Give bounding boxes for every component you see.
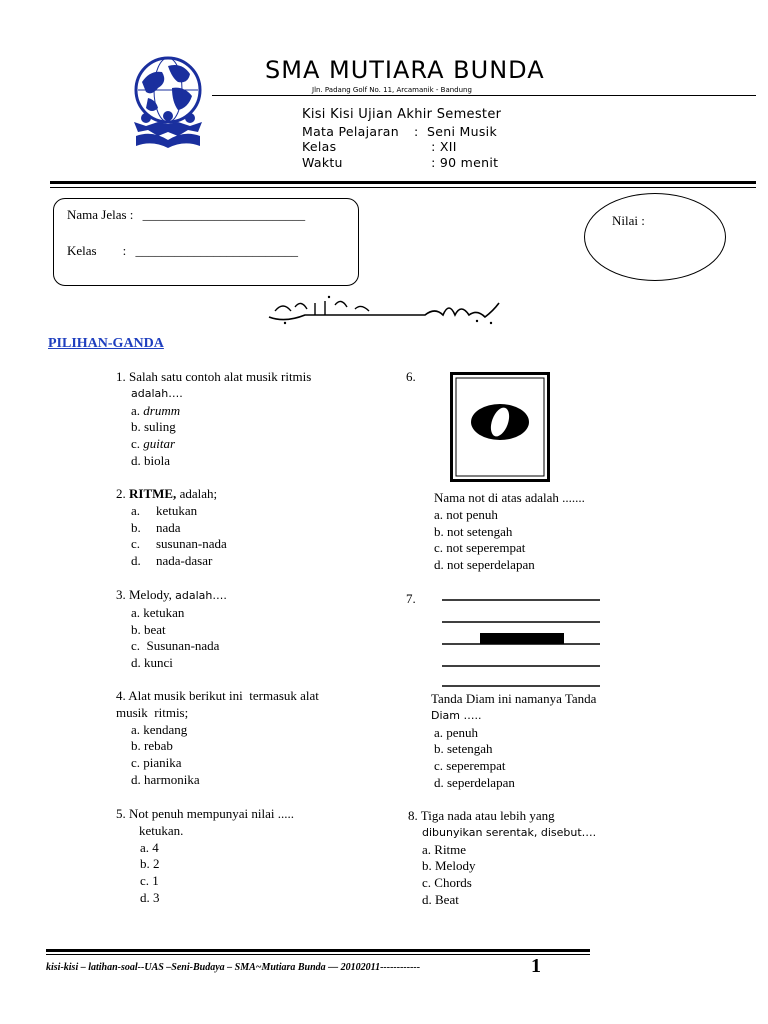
option-letter: c. <box>131 536 141 552</box>
option-text: ketukan <box>156 502 198 518</box>
name-row <box>67 207 305 223</box>
option-a[interactable]: a. Ritme <box>422 841 467 857</box>
option-letter: a. <box>131 402 144 418</box>
option-c[interactable]: c. Susunan-nada <box>131 638 220 654</box>
question-text-cont: adalah…. <box>131 386 183 400</box>
question-1 <box>116 369 311 470</box>
footer-rule-thick <box>46 949 590 952</box>
exam-info-value: : Seni Musik <box>414 123 497 139</box>
option-text: nada <box>156 519 181 535</box>
question-number: 5. <box>116 806 126 821</box>
question-text-cont: Diam ….. <box>431 708 482 722</box>
question-number: 8. <box>408 808 418 823</box>
option-letter: d. <box>131 553 141 569</box>
question-text-cont: adalah…. <box>175 589 227 602</box>
option-b[interactable]: b. not setengah <box>434 523 513 539</box>
option-d[interactable]: d. not seperdelapan <box>434 557 535 573</box>
exam-info-value: : 90 menit <box>414 154 499 170</box>
question-text: Tanda Diam ini namanya Tanda <box>431 691 597 706</box>
exam-info-row <box>302 139 501 155</box>
question-text: adalah; <box>176 486 218 501</box>
option-text: susunan-nada <box>156 536 227 552</box>
question-7-number: 7. <box>406 591 416 606</box>
question-text: Melody, <box>129 587 176 602</box>
option-b[interactable]: b. Melody <box>422 858 476 874</box>
exam-info-label: Kelas <box>302 139 337 154</box>
option-letter: c. <box>131 436 144 452</box>
section-title: PILIHAN-GANDA <box>48 336 164 351</box>
question-text: Salah satu contoh alat musik ritmis <box>129 369 312 384</box>
option-a[interactable]: a. not penuh <box>434 506 498 522</box>
header-divider-thick <box>50 181 756 184</box>
option-b[interactable]: b. suling <box>131 419 176 435</box>
question-number: 1. <box>116 369 126 384</box>
question-6 <box>434 490 585 574</box>
footer-text: kisi-kisi – latihan-soal--UAS –Seni-Budaya – SMA~Mutiara Bunda — 20102011------------ <box>46 962 421 973</box>
class-row <box>67 243 298 259</box>
score-label: Nilai : <box>612 213 645 228</box>
option-d[interactable]: d. seperdelapan <box>434 774 515 790</box>
option-b[interactable]: b. rebab <box>131 738 173 754</box>
header-rule <box>212 95 756 96</box>
option-c[interactable]: c. pianika <box>131 755 182 771</box>
option-c[interactable]: c. Chords <box>422 875 472 891</box>
option-a[interactable] <box>116 503 227 520</box>
option-c[interactable]: c. 1 <box>140 873 159 889</box>
option-a[interactable]: a. penuh <box>434 724 479 740</box>
option-b[interactable]: b. 2 <box>140 856 160 872</box>
whole-note-icon <box>450 372 550 482</box>
question-text: Tiga nada atau lebih yang <box>420 808 555 823</box>
class-field[interactable]: _________________________ <box>135 243 298 258</box>
option-c[interactable]: c. seperempat <box>434 758 506 774</box>
school-address: Jln. Padang Golf No. 11, Arcamanik - Bandung <box>312 86 472 94</box>
basmala-calligraphy-icon <box>265 293 505 327</box>
option-d[interactable]: d. Beat <box>422 891 459 907</box>
option-d[interactable]: d. kunci <box>131 655 173 671</box>
option-d[interactable] <box>116 553 227 570</box>
score-box <box>584 193 726 281</box>
question-7 <box>431 691 596 792</box>
exam-info <box>302 107 501 170</box>
option-b[interactable] <box>116 520 227 537</box>
option-text: nada-dasar <box>156 553 213 569</box>
option-d[interactable]: d. 3 <box>140 889 160 905</box>
school-name: SMA MUTIARA BUNDA <box>265 56 545 84</box>
question-6-number: 6. <box>406 369 416 384</box>
student-identity-box <box>53 198 359 286</box>
page-number: 1 <box>531 955 541 977</box>
option-a[interactable] <box>116 403 311 420</box>
option-b[interactable]: b. beat <box>131 621 166 637</box>
option-text: guitar <box>143 436 176 452</box>
option-letter: a. <box>131 502 141 518</box>
option-d[interactable]: d. biola <box>131 452 170 468</box>
option-a[interactable]: a. kendang <box>131 721 188 737</box>
option-c[interactable]: c. not seperempat <box>434 540 526 556</box>
exam-info-row <box>302 124 501 140</box>
footer-rule-thin <box>46 954 590 955</box>
option-text: drumm <box>143 402 181 418</box>
school-logo-icon <box>128 52 208 152</box>
option-d[interactable]: d. harmonika <box>131 771 200 787</box>
question-keyword: RITME, <box>129 486 177 501</box>
question-text-cont: dibunyikan serentak, disebut…. <box>422 825 597 839</box>
exam-info-value: : XII <box>414 139 457 154</box>
header-divider-thin <box>50 187 756 188</box>
question-2 <box>116 486 227 570</box>
question-text: Nama not di atas adalah ....... <box>434 490 585 505</box>
question-5 <box>116 806 294 907</box>
exam-info-label: Mata Pelajaran <box>302 123 399 139</box>
question-number: 4. <box>116 688 126 703</box>
question-number: 3. <box>116 587 126 602</box>
option-b[interactable]: b. setengah <box>434 741 493 757</box>
whole-rest-staff-icon <box>440 598 602 688</box>
question-3 <box>116 587 227 672</box>
name-field[interactable]: _________________________ <box>142 207 306 222</box>
name-label: Nama Jelas : <box>67 207 134 222</box>
option-letter: b. <box>131 519 141 535</box>
exam-title: Kisi Kisi Ujian Akhir Semester <box>302 107 502 122</box>
exam-info-row <box>302 155 501 171</box>
question-text: Not penuh mempunyai nilai ..... <box>129 806 295 821</box>
exam-info-label: Waktu <box>302 154 343 170</box>
option-a[interactable]: a. ketukan <box>131 604 185 620</box>
option-c[interactable] <box>116 536 227 553</box>
question-text: Alat musik berikut ini termasuk alat <box>128 688 319 703</box>
question-number: 2. <box>116 486 126 501</box>
question-8 <box>408 808 596 909</box>
question-text-cont: ketukan. <box>139 822 184 838</box>
option-a[interactable]: a. 4 <box>140 839 159 855</box>
option-c[interactable] <box>116 436 311 453</box>
question-text-cont: musik ritmis; <box>116 704 189 720</box>
question-4 <box>116 688 319 789</box>
class-label: Kelas : <box>67 243 127 258</box>
